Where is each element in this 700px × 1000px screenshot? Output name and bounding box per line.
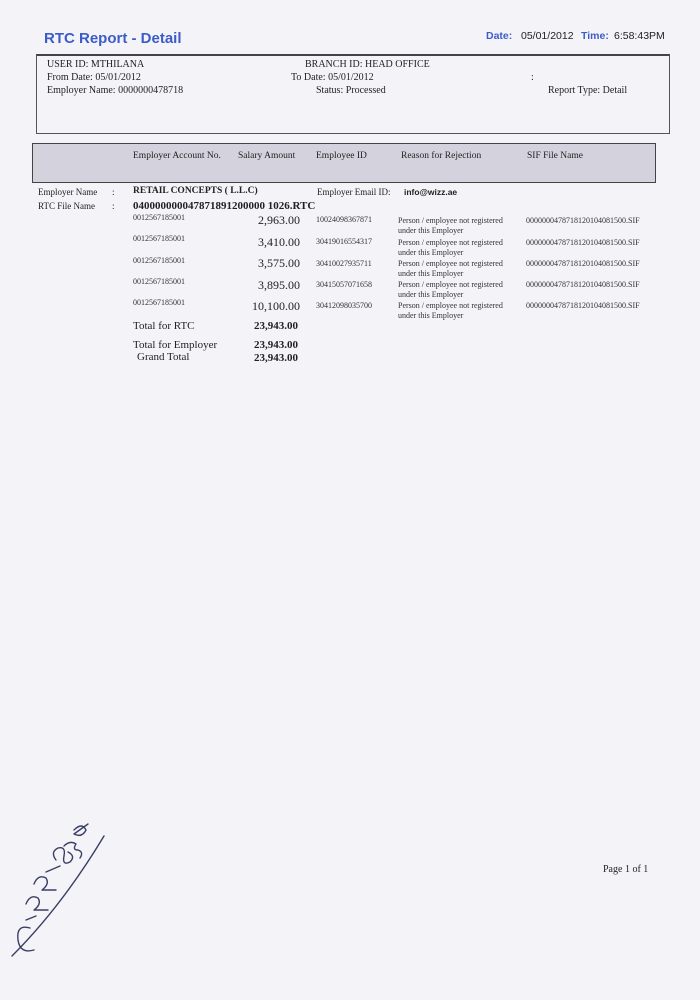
row-employee-id: 30415057071658 — [316, 280, 372, 289]
rtc-file-sep: : — [112, 201, 115, 211]
total-employer-value: 23,943.00 — [254, 339, 298, 351]
rtc-file-label: RTC File Name — [38, 201, 95, 211]
report-info-box — [36, 54, 670, 134]
employer-name-sep: : — [112, 187, 115, 197]
row-employee-id: 30419016554317 — [316, 237, 372, 246]
row-salary: 2,963.00 — [258, 213, 300, 227]
total-rtc-value: 23,943.00 — [254, 320, 298, 332]
date-value: 05/01/2012 — [521, 30, 574, 42]
row-sif: 0000000478718120104081500.SIF — [526, 259, 640, 268]
report-type: Report Type: Detail — [548, 85, 628, 96]
time-label: Time: — [581, 30, 609, 42]
employer-name-value: RETAIL CONCEPTS ( L.L.C) — [133, 186, 258, 196]
row-reason-line2: under this Employer — [398, 226, 464, 235]
branch-id: BRANCH ID: HEAD OFFICE — [305, 59, 430, 70]
grand-total-label: Grand Total — [137, 351, 190, 363]
row-reason-line1: Person / employee not registered — [398, 216, 503, 225]
row-sif: 0000000478718120104081500.SIF — [526, 301, 640, 310]
status: Status: Processed — [316, 85, 386, 96]
info-colon: : — [531, 72, 534, 83]
user-id: USER ID: MTHILANA — [47, 59, 145, 70]
employer-name-label: Employer Name — [38, 187, 98, 197]
col-employer-account: Employer Account No. — [133, 151, 221, 161]
from-date: From Date: 05/01/2012 — [47, 72, 141, 83]
date-label: Date: — [486, 30, 513, 42]
row-reason-line2: under this Employer — [398, 290, 464, 299]
row-sif: 0000000478718120104081500.SIF — [526, 238, 640, 247]
grand-total-value: 23,943.00 — [254, 352, 298, 364]
page-number: Page 1 of 1 — [603, 864, 649, 875]
row-reason-line1: Person / employee not registered — [398, 259, 503, 268]
total-rtc-label: Total for RTC — [133, 320, 195, 332]
col-salary-amount: Salary Amount — [238, 151, 296, 161]
row-account: 0012567185001 — [133, 213, 185, 222]
row-salary: 3,895.00 — [258, 278, 300, 292]
row-reason-line2: under this Employer — [398, 311, 464, 320]
row-account: 0012567185001 — [133, 277, 185, 286]
row-reason-line1: Person / employee not registered — [398, 280, 503, 289]
row-employee-id: 10024098367871 — [316, 215, 372, 224]
row-sif: 0000000478718120104081500.SIF — [526, 216, 640, 225]
row-sif: 0000000478718120104081500.SIF — [526, 280, 640, 289]
row-salary: 10,100.00 — [252, 299, 300, 313]
employer-email-label: Employer Email ID: — [317, 187, 391, 197]
col-sif-file: SIF File Name — [527, 151, 583, 161]
handwritten-note — [2, 808, 122, 978]
row-salary: 3,410.00 — [258, 235, 300, 249]
employer-name-id: Employer Name: 0000000478718 — [47, 85, 184, 96]
col-reason: Reason for Rejection — [401, 151, 482, 161]
col-employee-id: Employee ID — [316, 151, 367, 161]
employer-email-value: info@wizz.ae — [404, 187, 458, 197]
row-employee-id: 30410027935711 — [316, 259, 372, 268]
row-account: 0012567185001 — [133, 256, 185, 265]
to-date: To Date: 05/01/2012 — [291, 72, 374, 83]
row-reason-line1: Person / employee not registered — [398, 301, 503, 310]
report-title: RTC Report - Detail — [44, 30, 182, 47]
row-salary: 3,575.00 — [258, 256, 300, 270]
row-account: 0012567185001 — [133, 298, 185, 307]
total-employer-label: Total for Employer — [133, 339, 218, 351]
row-reason-line1: Person / employee not registered — [398, 238, 503, 247]
row-reason-line2: under this Employer — [398, 269, 464, 278]
rtc-file-value: 040000000047871891200000 1026.RTC — [133, 200, 316, 212]
row-reason-line2: under this Employer — [398, 248, 464, 257]
column-header-band — [32, 143, 656, 183]
row-account: 0012567185001 — [133, 234, 185, 243]
time-value: 6:58:43PM — [614, 30, 665, 42]
row-employee-id: 30412098035700 — [316, 301, 372, 310]
